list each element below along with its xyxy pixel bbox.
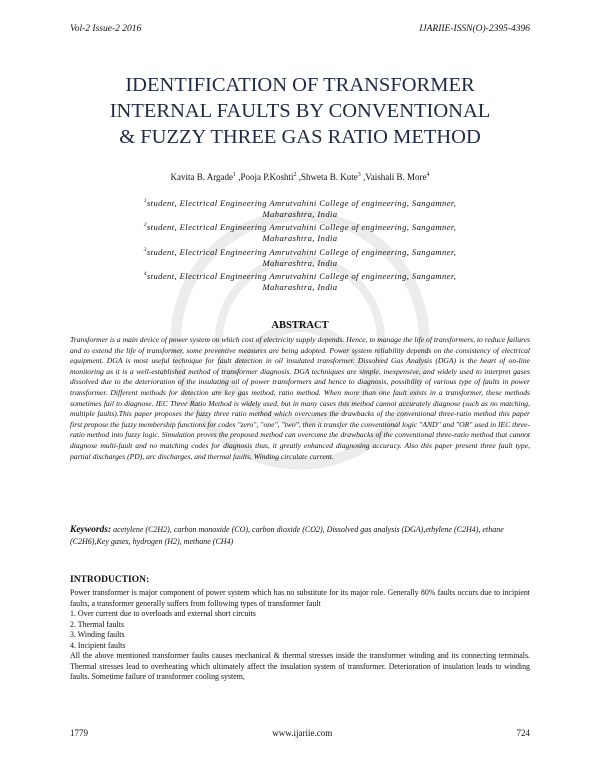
intro-list-item: 2. Thermal faults (70, 619, 124, 629)
abstract-heading: ABSTRACT (271, 320, 329, 331)
affiliation-sup: 2 (143, 222, 147, 229)
author-name: ,Vaishali B. More (363, 172, 427, 182)
header-issn: IJARIIE-ISSN(O)-2395-4396 (419, 24, 530, 34)
abstract-body: Transformer is a main device of power system on which cost of electricity supply depends. Hence, to manage the life of transformers, to reduce failures and to extend the life of transformer, some preventive measures are being adopted. Power system reliability depends on the consistency of electrical equipment. DGA is most useful technique for fault detection in oil insulated transformer. Dissolved Gas Analysis (DGA) is the heart of on-line monitoring as it is a well-established method of transformer diagnosis. DGA techniques are simple, inexpensive, and widely used to interpret gases dissolved due to the deterioration of the insulating oil of power transformers and hence to diagnosis, possibility of various type of faults in power transformer. Different methods for detection are key gas method, ratio method. When more than one fault exists in a transformer, these methods sometimes fail to diagnose. IEC Three Ratio Method is widely used, but in many cases this method cannot accurately diagnose (such as no matching, multiple faults).This paper proposes the fuzzy three ratio method which overcomes the drawbacks of the conventional three-ratio method this paper first propose the fuzzy membership functions for codes "zero", "one", "two", then it transfer the conventional logic "AND" and "OR" used in IEC three-ratio method into fuzzy logic. Simulation proves the proposed method can overcome the drawbacks of the conventional three-ratio method that cannot diagnose multi-fault and no matching codes for diagnosis thus, it greatly enhanced diagnosing accuracy. Also this paper present three fault type, partial discharges (PD), arc discharges, and thermal faults, Winding circulate current. (70, 335, 530, 461)
introduction-heading: INTRODUCTION: (70, 575, 150, 585)
footer-page-number: 724 (516, 728, 530, 738)
affiliation-line: Maharashtra, India (262, 281, 338, 292)
title-line: INTERNAL FAULTS BY CONVENTIONAL (109, 100, 491, 122)
running-header (70, 24, 530, 34)
page-footer (70, 728, 530, 738)
affiliation-line: Maharashtra, India (262, 209, 338, 220)
title-line: & FUZZY THREE GAS RATIO METHOD (119, 126, 481, 148)
affiliation-sup: 4 (143, 270, 147, 277)
author-name: Kavita B. Argade (170, 172, 234, 182)
affiliation-line: Maharashtra, India (262, 233, 338, 244)
author-sup: 2 (293, 172, 297, 178)
affiliation-list (70, 196, 530, 293)
affiliation (70, 269, 530, 293)
keywords-text: acetylene (C2H2), carbon monoxide (CO), carbon dioxide (CO2), Dissolved gas analysis (DGA),ethylene (C2H4), ethane (C2H6),Key gases, hydrogen (H2), methane (CH4) (70, 525, 504, 546)
affiliation-line: Maharashtra, India (262, 257, 338, 268)
author-name: ,Shweta B. Kute (298, 172, 358, 182)
affiliation-sup: 1 (143, 198, 147, 204)
intro-list-item: 4. Incipient faults (70, 640, 126, 650)
author-sup: 1 (233, 172, 237, 178)
introduction-body (70, 588, 530, 683)
title-line: IDENTIFICATION OF TRANSFORMER (125, 74, 475, 96)
author-name: ,Pooja P.Koshti (238, 172, 294, 182)
affiliation (70, 196, 530, 220)
keywords-block (70, 524, 530, 548)
intro-paragraph: Power transformer is major component of power system which has no substitute for its major role. Generally 80% faults occurs due to incipient faults, a transformer generally suffers from following types of transformer fault (70, 588, 530, 608)
intro-list-item: 1. Over current due to overloads and external short circuits (70, 609, 256, 618)
affiliation-line: student, Electrical Engineering Amrutvahini College of engineering, Sangamner, (146, 270, 457, 281)
affiliation (70, 245, 530, 269)
intro-paragraph: All the above mentioned transformer faults causes mechanical & thermal stresses inside the transformer winding and its connecting terminals. Thermal stresses lead to overheating which ultimately affect the insulation system of transformer. Deterioration of insulation leads to winding faults. Sometime failure of transformer cooling system, (70, 651, 530, 681)
affiliation-line: student, Electrical Engineering Amrutvahini College of engineering, Sangamner, (146, 246, 457, 257)
affiliation-sup: 3 (143, 246, 147, 253)
keywords-label: Keywords: (70, 525, 112, 535)
header-volume: Vol-2 Issue-2 2016 (70, 24, 142, 34)
footer-website: www.ijariie.com (272, 728, 333, 738)
affiliation (70, 220, 530, 244)
footer-paper-id: 1779 (70, 728, 88, 738)
intro-list-item: 3. Winding faults (70, 630, 125, 639)
affiliation-line: student, Electrical Engineering Amrutvahini College of engineering, Sangamner, (146, 197, 457, 208)
paper-title (40, 72, 560, 150)
author-sup: 4 (426, 172, 430, 178)
affiliation-line: student, Electrical Engineering Amrutvahini College of engineering, Sangamner, (146, 222, 457, 233)
author-sup: 3 (357, 172, 361, 178)
author-list (40, 172, 560, 182)
